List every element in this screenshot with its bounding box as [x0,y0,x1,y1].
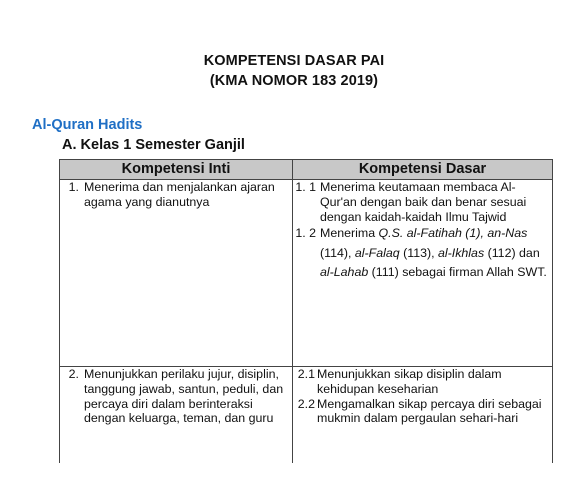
kd-number: 1. 1 [295,180,316,194]
table-header-row [60,160,553,180]
kd-cell [293,180,553,367]
kd-item [293,224,552,283]
kd-text-part: (114), [320,245,355,260]
surah-ikhlas: al-Ikhlas [438,245,485,260]
kd-cell [293,367,553,464]
kd-number: 2.2 [297,396,315,411]
kd-text-part: (113), [399,245,438,260]
section-heading: A. Kelas 1 Semester Ganjil [62,137,245,153]
ki-item [60,367,292,426]
ki-cell [60,180,293,367]
document-title: KOMPETENSI DASAR PAI [203,53,385,69]
ki-number: 1. [68,180,79,194]
surah-lahab: al-Lahab [320,265,369,280]
kd-item [293,367,552,397]
surah-falaq: al-Falaq [354,245,400,260]
kd-text-part: (112) dan [484,245,540,260]
document-subtitle: (KMA NOMOR 183 2019) [209,73,379,89]
ki-number: 2. [68,367,79,381]
ki-text: Menerima dan menjalankan ajaran agama yang dianutnya [84,180,275,209]
kd-text: Mengamalkan sikap percaya diri sebagai mukmin dalam pergaulan sehari-hari [317,396,542,426]
surah-fatihah: Q.S. al-Fatihah (1), [378,226,484,241]
kd-text-part: Menerima [320,226,379,241]
competency-table [59,159,553,463]
subject-heading: Al-Quran Hadits [32,117,143,133]
kd-text: Menerima keutamaan membaca Al-Qur'an dengan baik dan benar sesuai dengan kaidah-kaidah Ilmu Tajwid [320,180,527,224]
kd-item [293,180,552,224]
ki-cell [60,367,293,464]
surah-nas: an-Nas [487,226,528,241]
kd-text-part: (111) sebagai firman Allah SWT. [368,265,547,280]
table-row [60,367,553,464]
kd-number: 1. 2 [295,226,316,241]
ki-text: Menunjukkan perilaku jujur, disiplin, tanggung jawab, santun, peduli, dan percaya diri dalam berinteraksi dengan keluarga, teman, dan guru [84,367,284,426]
kd-number: 2.1 [297,367,315,381]
table-row [60,180,553,367]
kd-text: Menunjukkan sikap disiplin dalam kehidupan keseharian [317,367,502,396]
kd-text [320,224,552,283]
kd-item [293,397,552,427]
header-kompetensi-inti: Kompetensi Inti [60,160,293,180]
header-kompetensi-dasar: Kompetensi Dasar [293,160,553,180]
ki-item [60,180,292,210]
